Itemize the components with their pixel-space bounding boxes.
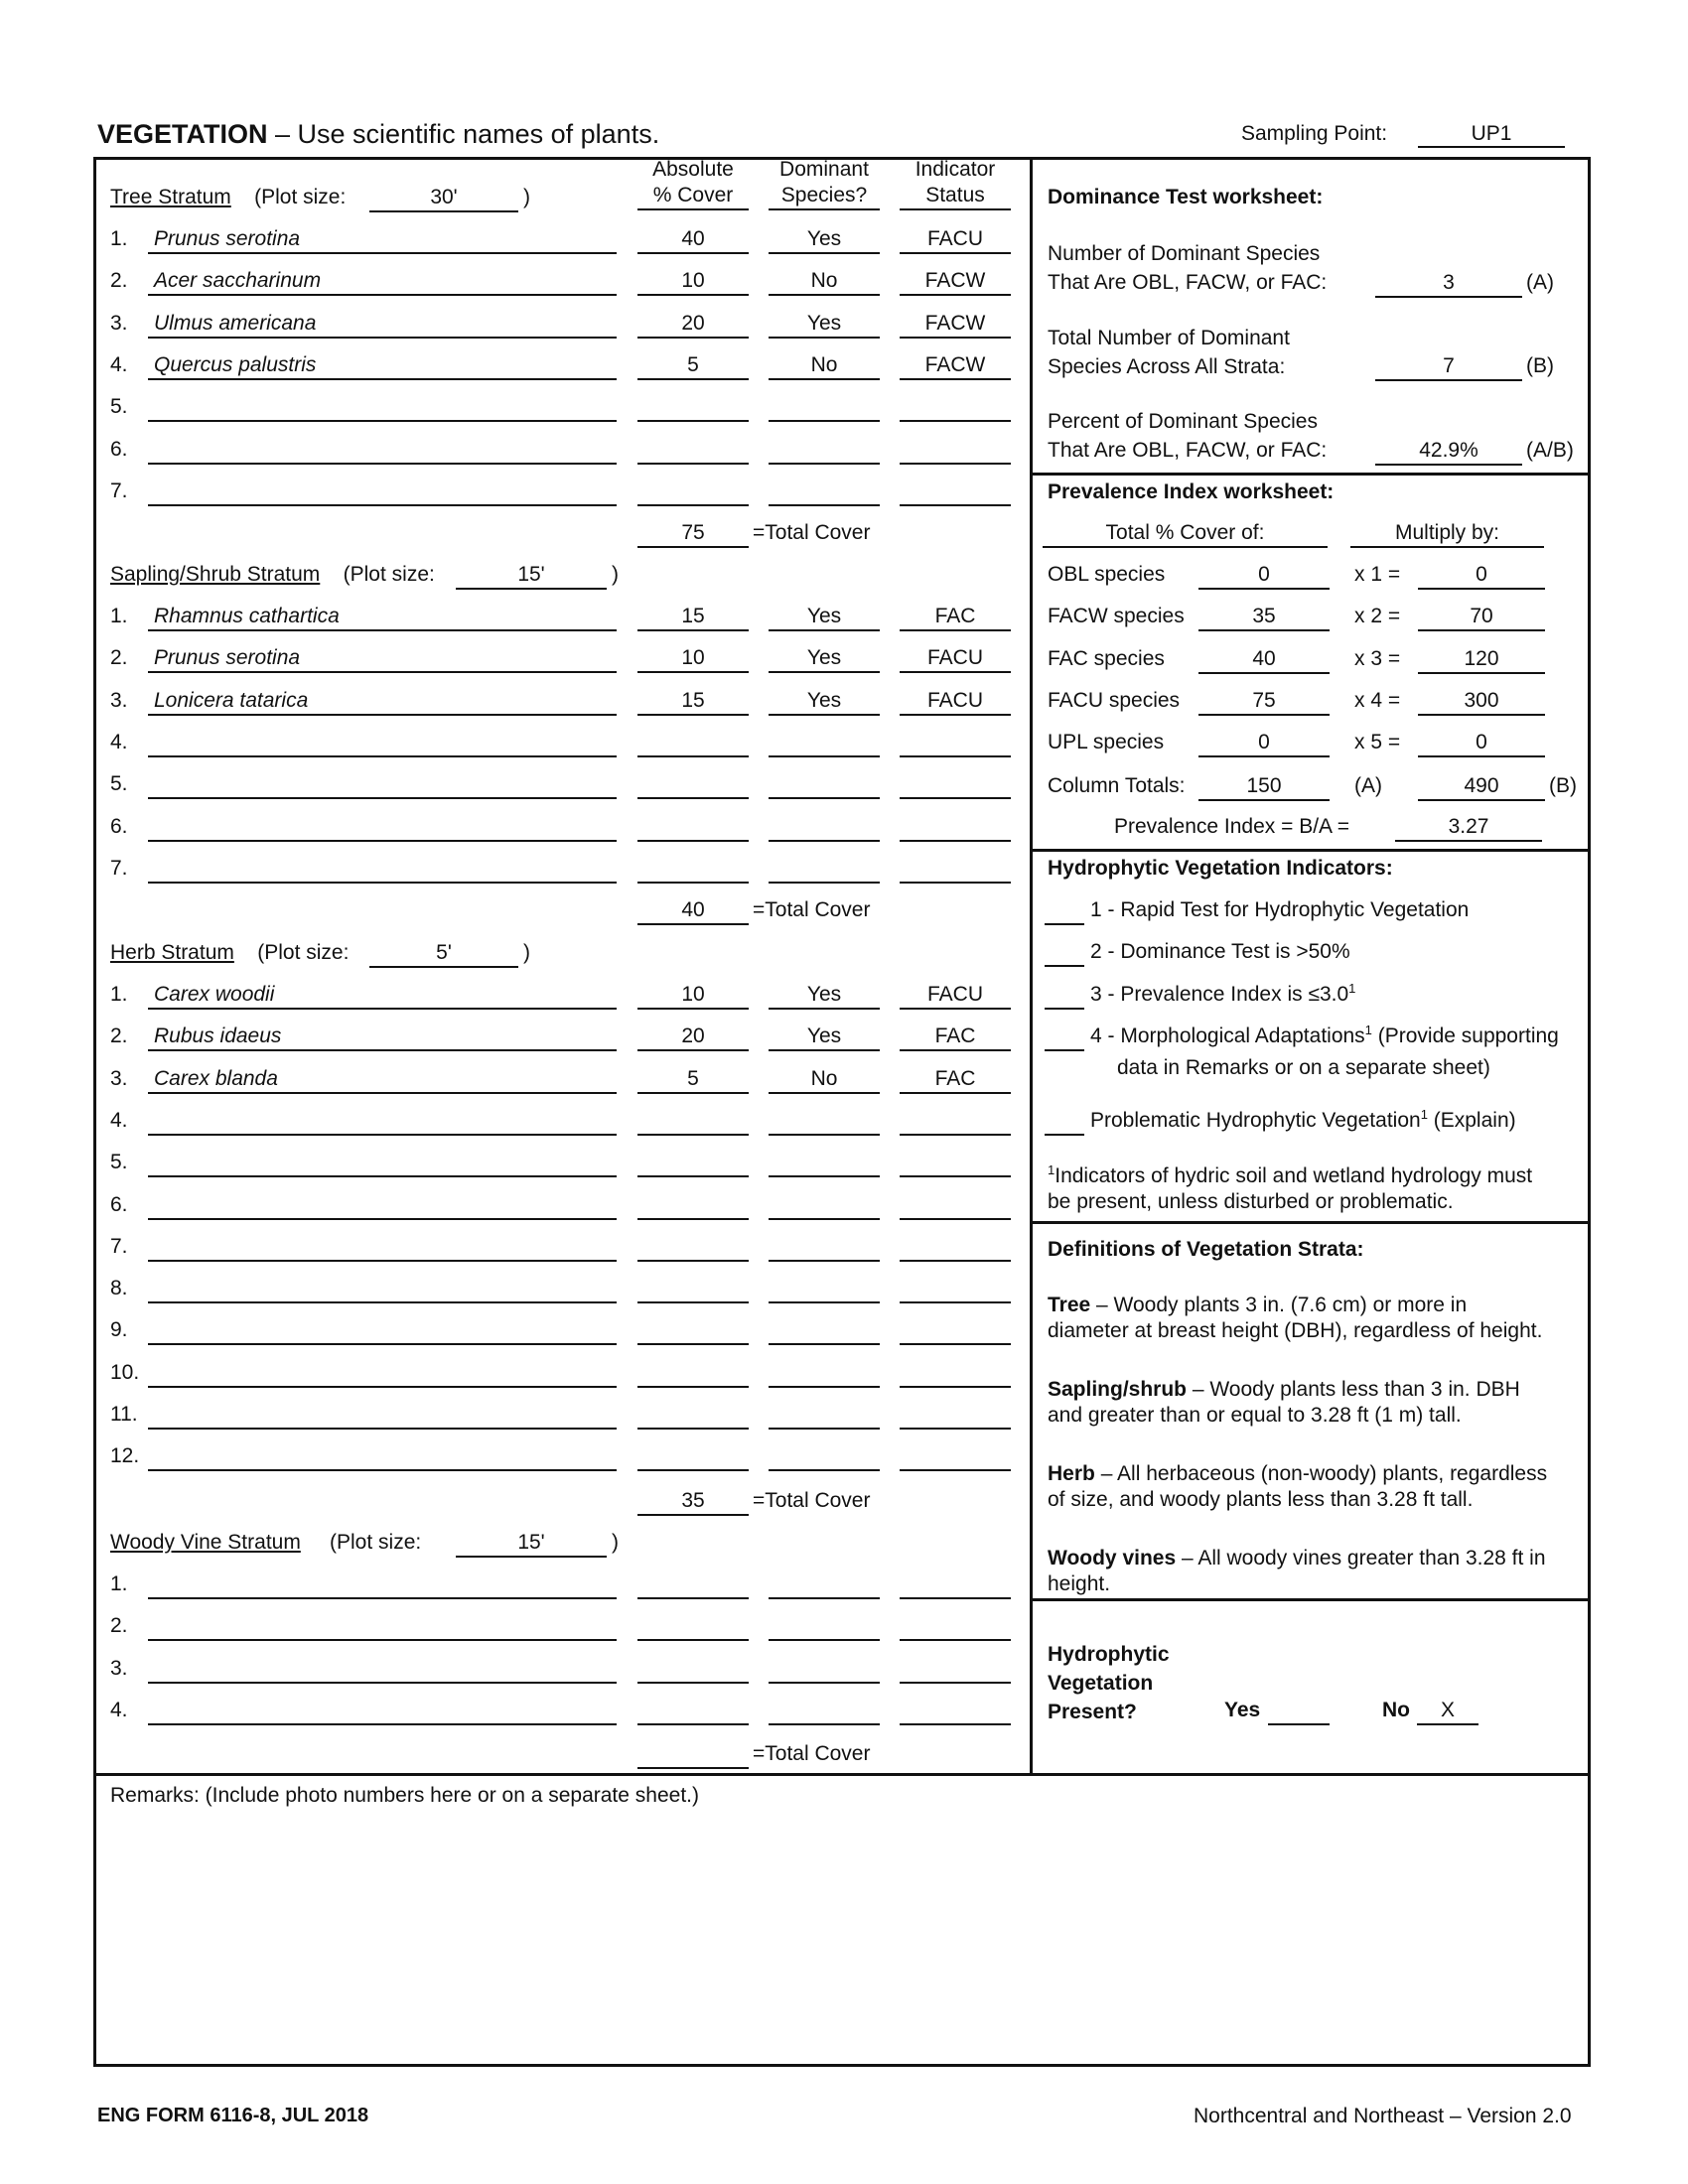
absolute-cover-field-underline — [637, 337, 749, 339]
prevalence-cover-field-underline — [1198, 714, 1330, 716]
absolute-cover-field-underline — [637, 294, 749, 296]
absolute-cover-field[interactable]: 40 — [681, 227, 705, 250]
prevalence-value-field-underline — [1418, 588, 1545, 590]
species-name-field-underline — [148, 671, 617, 673]
indicator-status-field-underline — [900, 1723, 1011, 1725]
row-number: 11. — [110, 1403, 138, 1426]
prevalence-cover-field[interactable]: 0 — [1258, 563, 1270, 586]
indicator-status-field-underline — [900, 1428, 1011, 1430]
column-totals-label: Column Totals: — [1048, 774, 1186, 797]
indicator-4-label: 4 - Morphological Adaptations$^1$ (Provide supporting — [1090, 1023, 1559, 1047]
indicator-status-field-underline — [900, 1343, 1011, 1345]
absolute-cover-field-underline — [637, 1469, 749, 1471]
species-name-field-underline — [148, 294, 617, 296]
dominant-species-field[interactable]: Yes — [806, 312, 842, 335]
row-number: 5. — [110, 772, 128, 795]
species-name-field-underline — [148, 1260, 617, 1262]
footer-form-id: ENG FORM 6116-8, JUL 2018 — [97, 2105, 369, 2126]
indicator-2-label: 2 - Dominance Test is >50% — [1090, 940, 1350, 963]
prevalence-value-field[interactable]: 0 — [1476, 731, 1487, 753]
herb-total-cover[interactable]: 35 — [681, 1489, 705, 1512]
row-number: 4. — [110, 353, 128, 376]
dominant-species-field-underline — [769, 755, 880, 757]
dominant-species-field-underline — [769, 1723, 880, 1725]
row-number: 4. — [110, 1699, 128, 1721]
row-number: 2. — [110, 1024, 128, 1047]
species-name-field-underline — [148, 1175, 617, 1177]
prevalence-multiplier: x 1 = — [1354, 563, 1401, 586]
absolute-cover-field[interactable]: 5 — [687, 1067, 699, 1090]
absolute-cover-field-underline — [637, 463, 749, 465]
species-name-field-underline — [148, 1469, 617, 1471]
row-number: 1. — [110, 227, 128, 250]
absolute-cover-field-underline — [637, 1218, 749, 1220]
dominant-species-field[interactable]: Yes — [806, 646, 842, 669]
dominant-species-field-underline — [769, 1008, 880, 1010]
row-number: 12. — [110, 1444, 140, 1467]
tree-plot-size-field[interactable]: 30' — [430, 186, 458, 208]
hydro-no-label: No — [1382, 1699, 1410, 1721]
species-name-field-underline — [148, 1049, 617, 1051]
row-number: 7. — [110, 1235, 128, 1258]
indicator-status-field-underline — [900, 1260, 1011, 1262]
remarks-field[interactable] — [99, 1817, 1585, 2061]
absolute-cover-field[interactable]: 5 — [687, 353, 699, 376]
absolute-cover-field[interactable]: 10 — [681, 983, 705, 1006]
species-name-field-underline — [148, 1386, 617, 1388]
dominance-b-field[interactable]: 7 — [1443, 354, 1455, 377]
dominant-species-field-underline — [769, 840, 880, 842]
dominance-b-label: Total Number of Dominant Species Across All Strata: — [1048, 327, 1290, 378]
dominant-species-field-underline — [769, 882, 880, 884]
prevalence-cover-field[interactable]: 35 — [1252, 605, 1276, 627]
dominant-species-field-underline — [769, 1134, 880, 1136]
dominant-species-field[interactable]: Yes — [806, 227, 842, 250]
dominant-species-field-underline — [769, 1386, 880, 1388]
species-name-field-underline — [148, 629, 617, 631]
row-number: 3. — [110, 312, 128, 335]
absolute-cover-field[interactable]: 15 — [681, 689, 705, 712]
indicator-status-field[interactable]: FACU — [926, 646, 983, 669]
species-name-field-underline — [148, 840, 617, 842]
indicator-status-field-underline — [900, 1134, 1011, 1136]
species-name-field-underline — [148, 1428, 617, 1430]
row-number: 2. — [110, 646, 128, 669]
species-name-field-underline — [148, 1639, 617, 1641]
prevalence-value-field[interactable]: 0 — [1476, 563, 1487, 586]
prevalence-cover-field[interactable]: 0 — [1258, 731, 1270, 753]
prevalence-title: Prevalence Index worksheet: — [1048, 480, 1335, 503]
absolute-cover-field[interactable]: 10 — [681, 269, 705, 292]
species-name-field[interactable]: Acer saccharinum — [154, 269, 322, 292]
row-number: 5. — [110, 1151, 128, 1173]
prevalence-col-multiply: Multiply by: — [1394, 521, 1500, 544]
absolute-cover-field-underline — [637, 1343, 749, 1345]
hydro-no-field[interactable]: X — [1440, 1699, 1455, 1721]
species-name-field-underline — [148, 463, 617, 465]
prevalence-value-field-underline — [1418, 629, 1545, 631]
prevalence-value-field-underline — [1418, 714, 1545, 716]
row-number: 4. — [110, 1109, 128, 1132]
prevalence-multiplier: x 3 = — [1354, 647, 1401, 670]
absolute-cover-field-underline — [637, 755, 749, 757]
species-name-field-underline — [148, 1343, 617, 1345]
indicator-status-field[interactable]: FACU — [926, 689, 983, 712]
species-name-field[interactable]: Rhamnus cathartica — [154, 605, 340, 627]
indicator-status-field-underline — [900, 420, 1011, 422]
dominant-species-field[interactable]: Yes — [806, 605, 842, 627]
prevalence-cover-field[interactable]: 75 — [1252, 689, 1276, 712]
indicator-1-checkbox[interactable] — [1045, 923, 1084, 925]
definition-shrub: Sapling/shrub – Woody plants less than 3 in. DBH and greater than or equal to 3.28 ft (1 m) tall. — [1048, 1378, 1520, 1427]
species-name-field-underline — [148, 1597, 617, 1599]
prevalence-value-field[interactable]: 300 — [1464, 689, 1499, 712]
shrub-plot-size-field[interactable]: 15' — [517, 563, 545, 586]
indicator-status-field-underline — [900, 797, 1011, 799]
indicator-status-field[interactable]: FACU — [926, 983, 983, 1006]
indicator-status-field-underline — [900, 504, 1011, 506]
dominant-species-field-underline — [769, 1175, 880, 1177]
dominant-species-field-underline — [769, 1639, 880, 1641]
row-number: 10. — [110, 1361, 140, 1384]
col-dominant-header: Dominant Species? — [779, 158, 869, 206]
absolute-cover-field-underline — [637, 1175, 749, 1177]
species-name-field-underline — [148, 337, 617, 339]
indicator-3-label: 3 - Prevalence Index is $\le 3.0^1$ — [1090, 981, 1356, 1006]
dominant-species-field[interactable]: No — [810, 1067, 838, 1090]
species-name-field[interactable]: Ulmus americana — [154, 312, 317, 335]
indicator-status-field-underline — [900, 1301, 1011, 1303]
row-number: 6. — [110, 815, 128, 838]
species-name-field-underline — [148, 1301, 617, 1303]
col-indicator-header: Indicator Status — [914, 158, 996, 206]
column-total-b[interactable]: 490 — [1464, 774, 1499, 797]
indicator-status-field[interactable]: FAC — [934, 1067, 976, 1090]
dominant-species-field-underline — [769, 337, 880, 339]
indicator-4-label-line2: data in Remarks or on a separate sheet) — [1117, 1056, 1490, 1079]
remarks-label: Remarks: (Include photo numbers here or on a separate sheet.) — [110, 1784, 699, 1807]
species-name-field-underline — [148, 1134, 617, 1136]
vine-plot-size-field[interactable]: 15' — [517, 1531, 545, 1554]
species-name-field-underline — [148, 252, 617, 254]
row-number: 1. — [110, 1572, 128, 1595]
species-name-field-underline — [148, 1092, 617, 1094]
prevalence-cover-field-underline — [1198, 588, 1330, 590]
prevalence-row-label: FACU species — [1048, 689, 1181, 712]
absolute-cover-field-underline — [637, 1386, 749, 1388]
prevalence-value-field-underline — [1418, 755, 1545, 757]
species-name-field-underline — [148, 1008, 617, 1010]
species-name-field-underline — [148, 1723, 617, 1725]
absolute-cover-field-underline — [637, 1723, 749, 1725]
indicator-status-field-underline — [900, 1175, 1011, 1177]
dominance-a-label: Number of Dominant Species That Are OBL, FACW, or FAC: — [1048, 242, 1328, 294]
dominant-species-field-underline — [769, 252, 880, 254]
sampling-point-label: Sampling Point: — [1241, 122, 1388, 145]
prevalence-row-label: FAC species — [1048, 647, 1165, 670]
indicator-status-field[interactable]: FACU — [926, 227, 983, 250]
species-name-field-underline — [148, 378, 617, 380]
indicator-status-field[interactable]: FACW — [924, 353, 986, 376]
row-number: 4. — [110, 731, 128, 753]
shrub-total-cover[interactable]: 40 — [681, 898, 705, 921]
absolute-cover-field-underline — [637, 1008, 749, 1010]
indicator-status-field[interactable]: FACW — [924, 269, 986, 292]
column-total-a[interactable]: 150 — [1246, 774, 1282, 797]
prevalence-index-label: Prevalence Index = B/A = — [1114, 815, 1349, 838]
dominant-species-field[interactable]: No — [810, 353, 838, 376]
prevalence-multiplier: x 4 = — [1354, 689, 1401, 712]
dominance-title: Dominance Test worksheet: — [1048, 186, 1324, 208]
species-name-field[interactable]: Rubus idaeus — [154, 1024, 282, 1047]
absolute-cover-field[interactable]: 20 — [681, 312, 705, 335]
species-name-field[interactable]: Carex blanda — [154, 1067, 278, 1090]
divider-definitions — [1030, 1598, 1591, 1601]
species-name-field-underline — [148, 714, 617, 716]
absolute-cover-field-underline — [637, 378, 749, 380]
indicator-status-field-underline — [900, 1639, 1011, 1641]
absolute-cover-field[interactable]: 10 — [681, 646, 705, 669]
definition-tree: Tree – Woody plants 3 in. (7.6 cm) or more in diameter at breast height (DBH), regardless of height. — [1048, 1294, 1543, 1342]
indicator-status-field-underline — [900, 840, 1011, 842]
row-number: 1. — [110, 605, 128, 627]
species-name-field-underline — [148, 504, 617, 506]
species-name-field-underline — [148, 882, 617, 884]
shrub-stratum-header: Sapling/Shrub Stratum (Plot size: — [110, 563, 435, 586]
indicator-status-field[interactable]: FAC — [934, 605, 976, 627]
prevalence-value-field[interactable]: 120 — [1464, 647, 1499, 670]
row-number: 2. — [110, 269, 128, 292]
row-number: 8. — [110, 1277, 128, 1299]
absolute-cover-field-underline — [637, 1428, 749, 1430]
prevalence-value-field-underline — [1418, 672, 1545, 674]
dominant-species-field-underline — [769, 1343, 880, 1345]
indicator-status-field-underline — [900, 1049, 1011, 1051]
divider-prevalence — [1030, 849, 1591, 852]
dominant-species-field-underline — [769, 420, 880, 422]
hydro-present-label: Hydrophytic Vegetation Present? — [1048, 1643, 1170, 1723]
col-absolute-header: Absolute % Cover — [652, 158, 734, 206]
row-number: 3. — [110, 1657, 128, 1680]
herb-plot-size-field[interactable]: 5' — [436, 941, 452, 964]
definition-vine: Woody vines – All woody vines greater than 3.28 ft in height. — [1048, 1547, 1546, 1595]
row-number: 3. — [110, 689, 128, 712]
indicator-status-field-underline — [900, 882, 1011, 884]
species-name-field[interactable]: Lonicera tatarica — [154, 689, 309, 712]
dominant-species-field-underline — [769, 1260, 880, 1262]
prevalence-col-cover: Total % Cover of: — [1105, 521, 1265, 544]
dominant-species-field-underline — [769, 294, 880, 296]
sampling-point-underline — [1418, 146, 1565, 148]
dominant-species-field-underline — [769, 671, 880, 673]
indicator-status-field-underline — [900, 252, 1011, 254]
prevalence-cover-field[interactable]: 40 — [1252, 647, 1276, 670]
row-number: 7. — [110, 479, 128, 502]
species-name-field[interactable]: Prunus serotina — [154, 646, 301, 669]
indicator-status-field-underline — [900, 755, 1011, 757]
indicator-problematic-checkbox[interactable] — [1045, 1134, 1084, 1136]
divider-dominance — [1030, 473, 1591, 476]
absolute-cover-field-underline — [637, 1092, 749, 1094]
species-name-field[interactable]: Carex woodii — [154, 983, 275, 1006]
dominant-species-field-underline — [769, 1092, 880, 1094]
definition-herb: Herb – All herbaceous (non-woody) plants, regardless of size, and woody plants less than 3.28 ft tall. — [1048, 1462, 1548, 1511]
indicator-3-checkbox[interactable] — [1045, 1008, 1084, 1010]
absolute-cover-field-underline — [637, 1597, 749, 1599]
dominant-species-field-underline — [769, 797, 880, 799]
definitions-title: Definitions of Vegetation Strata: — [1048, 1238, 1364, 1261]
prevalence-index-field[interactable]: 3.27 — [1448, 815, 1489, 838]
absolute-cover-field[interactable]: 15 — [681, 605, 705, 627]
absolute-cover-field-underline — [637, 252, 749, 254]
absolute-cover-field-underline — [637, 1049, 749, 1051]
row-number: 5. — [110, 395, 128, 418]
tree-total-cover[interactable]: 75 — [681, 521, 705, 544]
dominant-species-field-underline — [769, 1682, 880, 1684]
indicator-status-field-underline — [900, 1682, 1011, 1684]
row-number: 7. — [110, 857, 128, 880]
indicator-problematic-label: Problematic Hydrophytic Vegetation$^1$ (Explain) — [1090, 1107, 1516, 1132]
row-number: 3. — [110, 1067, 128, 1090]
sampling-point-field[interactable]: UP1 — [1471, 122, 1512, 145]
indicators-title: Hydrophytic Vegetation Indicators: — [1048, 857, 1393, 880]
absolute-cover-field-underline — [637, 1682, 749, 1684]
prevalence-row-label: OBL species — [1048, 563, 1166, 586]
tree-stratum-header: Tree Stratum (Plot size: — [110, 186, 347, 208]
indicator-status-field-underline — [900, 337, 1011, 339]
indicator-status-field-underline — [900, 1008, 1011, 1010]
indicator-1-label: 1 - Rapid Test for Hydrophytic Vegetation — [1090, 898, 1470, 921]
absolute-cover-field-underline — [637, 840, 749, 842]
row-number: 9. — [110, 1318, 128, 1341]
prevalence-row-label: FACW species — [1048, 605, 1185, 627]
indicator-status-field-underline — [900, 378, 1011, 380]
absolute-cover-field-underline — [637, 671, 749, 673]
indicator-status-field[interactable]: FAC — [934, 1024, 976, 1047]
absolute-cover-field-underline — [637, 629, 749, 631]
dominant-species-field[interactable]: No — [810, 269, 838, 292]
dominant-species-field[interactable]: Yes — [806, 689, 842, 712]
absolute-cover-field[interactable]: 20 — [681, 1024, 705, 1047]
species-name-field-underline — [148, 1682, 617, 1684]
indicator-status-field-underline — [900, 629, 1011, 631]
dominant-species-field-underline — [769, 463, 880, 465]
prevalence-value-field[interactable]: 70 — [1470, 605, 1493, 627]
indicator-status-field-underline — [900, 1469, 1011, 1471]
form-title: VEGETATION – Use scientific names of plants. — [97, 119, 660, 149]
prevalence-cover-field-underline — [1198, 672, 1330, 674]
dominance-percent-field[interactable]: 42.9% — [1419, 439, 1478, 462]
dominance-a-field[interactable]: 3 — [1443, 271, 1455, 294]
dominant-species-field-underline — [769, 378, 880, 380]
indicators-footnote: $^1$Indicators of hydric soil and wetland hydrology must be present, unless disturbed or problematic. — [1048, 1162, 1533, 1213]
prevalence-row-label: UPL species — [1048, 731, 1165, 753]
hydro-yes-label: Yes — [1224, 1699, 1261, 1721]
species-name-field-underline — [148, 755, 617, 757]
absolute-cover-field-underline — [637, 420, 749, 422]
dominant-species-field-underline — [769, 1597, 880, 1599]
column-divider — [1030, 157, 1033, 1775]
species-name-field[interactable]: Prunus serotina — [154, 227, 301, 250]
vine-stratum-header: Woody Vine Stratum (Plot size: — [110, 1531, 422, 1554]
dominant-species-field-underline — [769, 1049, 880, 1051]
indicator-status-field-underline — [900, 1386, 1011, 1388]
indicator-status-field-underline — [900, 294, 1011, 296]
absolute-cover-field-underline — [637, 1639, 749, 1641]
footer-version: Northcentral and Northeast – Version 2.0 — [1194, 2105, 1572, 2127]
prevalence-cover-field-underline — [1198, 755, 1330, 757]
herb-stratum-header: Herb Stratum (Plot size: — [110, 941, 350, 964]
species-name-field-underline — [148, 420, 617, 422]
indicator-2-checkbox[interactable] — [1045, 965, 1084, 967]
absolute-cover-field-underline — [637, 797, 749, 799]
absolute-cover-field-underline — [637, 882, 749, 884]
species-name-field[interactable]: Quercus palustris — [154, 353, 317, 376]
row-number: 1. — [110, 983, 128, 1006]
row-number: 6. — [110, 438, 128, 461]
prevalence-multiplier: x 5 = — [1354, 731, 1401, 753]
prevalence-cover-field-underline — [1198, 629, 1330, 631]
prevalence-multiplier: x 2 = — [1354, 605, 1401, 627]
indicator-status-field-underline — [900, 1092, 1011, 1094]
row-number: 6. — [110, 1193, 128, 1216]
dominant-species-field-underline — [769, 714, 880, 716]
dominant-species-field-underline — [769, 1301, 880, 1303]
divider-indicators — [1030, 1221, 1591, 1224]
species-name-field-underline — [148, 1218, 617, 1220]
row-number: 2. — [110, 1614, 128, 1637]
dominant-species-field-underline — [769, 629, 880, 631]
dominant-species-field[interactable]: Yes — [806, 983, 842, 1006]
indicator-status-field-underline — [900, 1218, 1011, 1220]
indicator-status-field-underline — [900, 671, 1011, 673]
absolute-cover-field-underline — [637, 1260, 749, 1262]
dominant-species-field-underline — [769, 1428, 880, 1430]
indicator-status-field[interactable]: FACW — [924, 312, 986, 335]
dominant-species-field-underline — [769, 504, 880, 506]
indicator-status-field-underline — [900, 1597, 1011, 1599]
divider-remarks — [93, 1773, 1591, 1776]
indicator-status-field-underline — [900, 714, 1011, 716]
dominance-percent-label: Percent of Dominant Species That Are OBL, FACW, or FAC: — [1048, 410, 1328, 462]
indicator-status-field-underline — [900, 463, 1011, 465]
absolute-cover-field-underline — [637, 1301, 749, 1303]
dominant-species-field-underline — [769, 1469, 880, 1471]
dominant-species-field-underline — [769, 1218, 880, 1220]
indicator-4-checkbox[interactable] — [1045, 1049, 1084, 1051]
absolute-cover-field-underline — [637, 714, 749, 716]
absolute-cover-field-underline — [637, 1134, 749, 1136]
dominant-species-field[interactable]: Yes — [806, 1024, 842, 1047]
species-name-field-underline — [148, 797, 617, 799]
absolute-cover-field-underline — [637, 504, 749, 506]
